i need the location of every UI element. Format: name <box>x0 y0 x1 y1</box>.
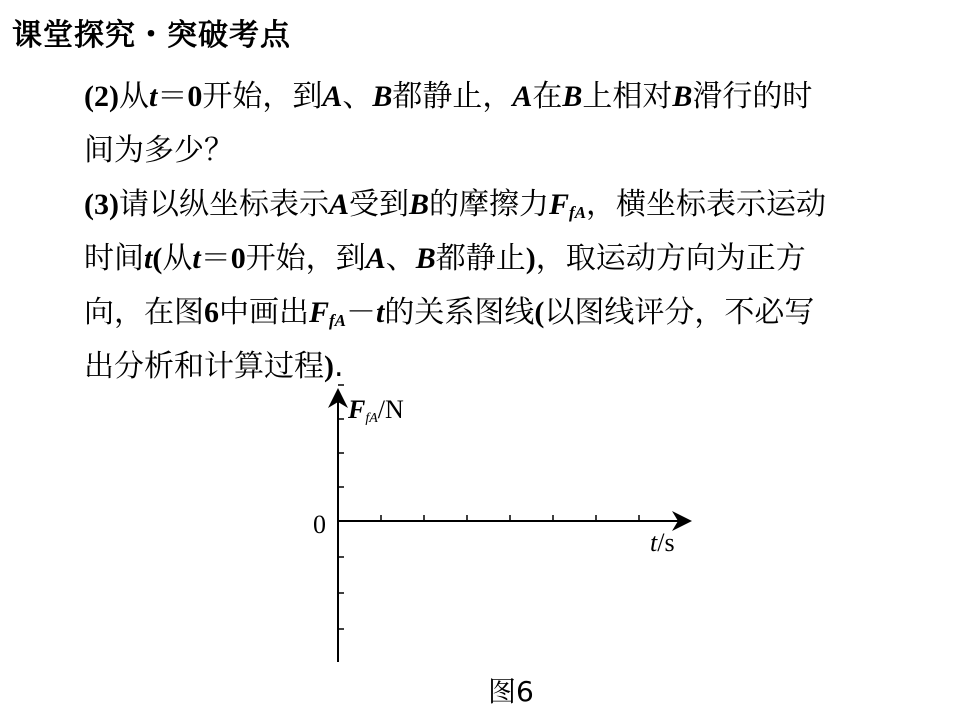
var-B: B <box>415 242 436 275</box>
text-run: 从 <box>162 241 193 276</box>
text-run: 在 <box>532 79 563 114</box>
text-run: 向，在图 <box>84 295 204 330</box>
number: 6 <box>204 296 219 329</box>
text-run: 滑行的时 <box>692 79 813 114</box>
subscript-fA: fA <box>329 311 347 330</box>
paren: ) <box>525 242 536 275</box>
y-axis-label <box>347 395 404 426</box>
text-run: 、 <box>342 79 373 114</box>
var-A: A <box>322 80 343 113</box>
y-label-sub: fA <box>365 411 378 426</box>
var-t: t <box>376 296 385 329</box>
equals-sign: ＝ <box>157 79 188 114</box>
q2-label: (2) <box>84 80 119 113</box>
number: 0 <box>230 242 246 275</box>
text-run: 上相对 <box>582 79 673 114</box>
text-run: 开始，到 <box>245 241 366 276</box>
x-label-unit: /s <box>657 528 675 557</box>
var-t: t <box>192 242 201 275</box>
var-F: F <box>549 188 570 221</box>
text-run: 间为多少？ <box>84 133 234 168</box>
text-run: 都静止 <box>435 241 526 276</box>
var-A: A <box>512 80 533 113</box>
text-run: 出分析和计算过程 <box>84 349 324 384</box>
text-run: 时间 <box>84 241 144 276</box>
var-B: B <box>372 80 393 113</box>
paren: ) <box>324 350 334 383</box>
origin-label: 0 <box>313 510 326 539</box>
var-B: B <box>409 188 430 221</box>
x-label-t: t <box>650 528 658 557</box>
text-run: 的关系图线 <box>384 295 535 330</box>
number: 0 <box>187 80 203 113</box>
var-t: t <box>144 242 153 275</box>
text-run: 开始，到 <box>202 79 323 114</box>
subscript-fA: fA <box>569 203 587 222</box>
q3-label: (3) <box>84 188 119 221</box>
text-run: 以图线评分，不必写 <box>544 295 815 330</box>
paren: ( <box>534 296 545 329</box>
text-run: 从 <box>118 79 149 114</box>
var-B: B <box>672 80 693 113</box>
var-B: B <box>562 80 583 113</box>
equals-sign: ＝ <box>200 241 231 276</box>
text-run: 都静止， <box>392 79 513 114</box>
var-F: F <box>309 296 330 329</box>
text-run: ，横坐标表示运动 <box>586 187 827 222</box>
dash: － <box>346 295 377 330</box>
text-run: 的摩擦力 <box>429 187 550 222</box>
text-run: 受到 <box>349 187 409 222</box>
paren: ( <box>152 242 163 275</box>
var-t: t <box>148 80 158 113</box>
var-A: A <box>365 242 386 275</box>
var-A: A <box>328 188 349 221</box>
figure-caption: 图6 <box>488 675 534 708</box>
text-run: 、 <box>385 241 416 276</box>
text-run: 请以纵坐标表示 <box>118 187 329 222</box>
text-run: ，取运动方向为正方 <box>535 241 806 276</box>
section-header: 课堂探究・突破考点 <box>12 18 291 53</box>
y-label-F: F <box>348 395 366 424</box>
text-run: 中画出 <box>219 295 309 330</box>
y-label-unit: /N <box>377 395 404 424</box>
x-axis-label <box>650 528 675 557</box>
period: . <box>334 349 344 384</box>
